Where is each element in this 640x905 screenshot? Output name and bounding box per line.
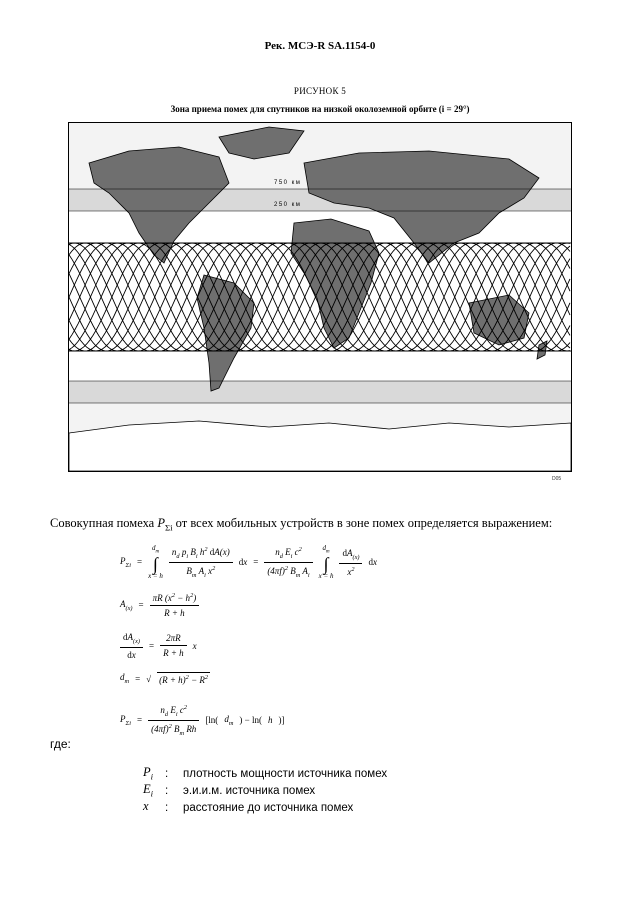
intro-prefix: Совокупная помеха (50, 516, 158, 530)
africa (291, 219, 379, 348)
label-250km: 250 км (274, 202, 302, 208)
equation-5: $P_{\Sigma i}$ = $\frac{n_d E_i c^2}{(4\pi f)^2 B_m Rh}$ [ln( $d_m$ ) − ln( h )] (120, 704, 285, 737)
world-map-figure (68, 122, 572, 472)
definition-colon: : (165, 801, 169, 814)
intro-suffix: от всех мобильных устройств в зоне помех определяется выражением: (172, 516, 553, 530)
antarctica (69, 421, 571, 471)
figure-label: РИСУНОК 5 (293, 86, 347, 96)
definition-row (143, 782, 387, 799)
world-map-svg (69, 123, 571, 471)
where-label: где: (50, 737, 71, 751)
intro-symbol: P (157, 516, 165, 530)
intro-paragraph (50, 516, 552, 533)
definition-colon: : (165, 784, 169, 797)
definition-text: расстояние до источника помех (183, 801, 354, 814)
definition-symbol: $E_i$ (143, 782, 154, 799)
page-header: Рек. МСЭ-R SA.1154-0 (264, 40, 376, 52)
definition-symbol: x (143, 799, 149, 814)
label-750km: 750 км (274, 180, 302, 186)
definition-row (143, 799, 387, 816)
equation-2: $A_{(x)}$ = $\frac{\pi R (x^2 - h^2)}{R + h}$ (120, 592, 199, 618)
intro-subscript: Σi (165, 522, 173, 533)
equation-3: $\frac{dA_{(x)}}{dx}$ = $\frac{2\pi R}{R + h}$ x (120, 632, 197, 660)
definition-symbol: $P_i$ (143, 765, 154, 782)
figure-code: D05 (552, 476, 562, 482)
definition-text: плотность мощности источника помех (183, 767, 388, 780)
definitions-list (143, 765, 387, 816)
equation-4: $d_m$ = √ $(R + h)^2 - R^2$ (120, 672, 209, 685)
figure-title: Зона приема помех для спутников на низкой околоземной орбите (i = 29°) (170, 104, 470, 114)
definition-row (143, 765, 387, 782)
definition-text: э.и.и.м. источника помех (183, 784, 316, 797)
band-750-south (69, 381, 571, 403)
equation-1: $P_{\Sigma i}$ = $d_m$ ∫ x = h $\frac{n_d p_i B_i h^2 dA(x)}{B_m A_i x^2}$ dx = $\frac{n_d E_i c^2}{(4\pi f)^2 B_m A_i}$ $d_m$ ∫ x = h $\frac{dA_{(x)}}{x^2}$ dx (120, 544, 377, 581)
definition-colon: : (165, 767, 169, 780)
